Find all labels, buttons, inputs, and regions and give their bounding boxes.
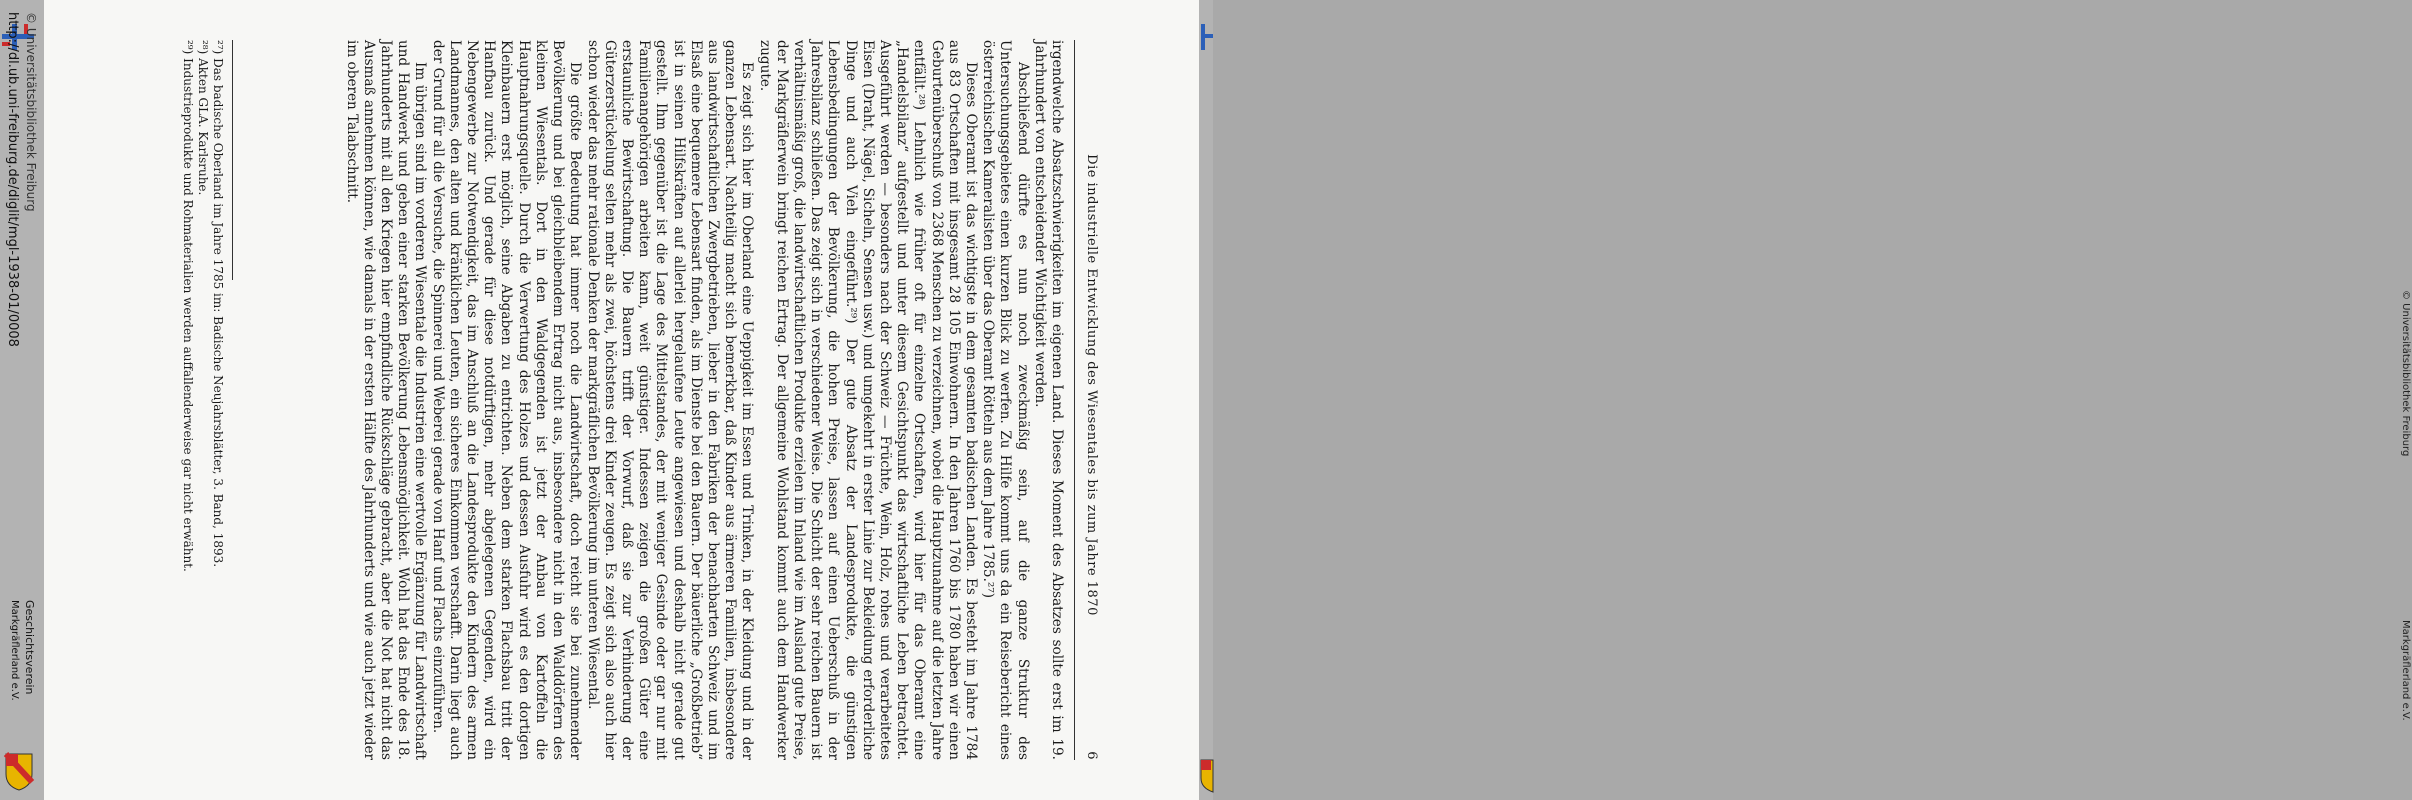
paragraph: Abschließend dürfte es nun noch zweckmäßig sein, auf die ganze Struktur des Untersuchungsgebietes einen kurzen Blick zu werfen. Zu Hilfe kommt uns da ein Reisebericht eines österreichischen Kameralisten über das Oberamt Rötteln aus dem Jahre 1785.²⁷) bbox=[980, 40, 1031, 760]
page-number: 6 bbox=[1084, 751, 1099, 760]
body-text bbox=[342, 40, 1065, 760]
footnote: ²⁷) Das badische Oberland im Jahre 1785 im: Badische Neujahrsblätter, 3. Band, 1893. bbox=[211, 40, 225, 568]
rotated-document bbox=[44, 0, 1199, 800]
source-url-link[interactable]: http://dl.ub.uni-freiburg.de/diglit/mgl-1938-01/0008 bbox=[5, 12, 20, 347]
left-sidebar bbox=[0, 0, 44, 800]
copyright-text: © Universitätsbibliothek Freiburg bbox=[24, 12, 38, 212]
running-head-title: Die industrielle Entwicklung des Wiesentales bis zum Jahre 1870 bbox=[1084, 154, 1099, 616]
paragraph: Im übrigen sind im vorderen Wiesentale die Industrien eine wertvolle Ergänzung für Landwirtschaft und Handwerk und geben einer starken Bevölkerung Lebensmöglichkeit. Wohl hat das Ende des 18. Jahrhunderts mit all den Kriegen hier empfindliche Rückschläge gebracht, aber die Not hat nicht das Ausmaß annehmen können, wie damals in der ersten Hälfte des Jahrhunderts und wie auch jetzt wieder im oberen Talabschnitt. bbox=[343, 40, 429, 760]
right-copyright-text: © Universitätsbibliothek Freiburg bbox=[2400, 290, 2411, 457]
sidebar-text bbox=[0, 0, 44, 800]
right-society-text: Markgräflerland e.V. bbox=[2400, 620, 2411, 721]
coat-of-arms-icon bbox=[4, 752, 34, 792]
footnote-rule bbox=[232, 40, 233, 280]
footnote: ²⁸) Akten GLA. Karlsruhe. bbox=[196, 40, 210, 196]
header-rule bbox=[1074, 40, 1075, 760]
society-sub-name: Markgräflerland e.V. bbox=[9, 600, 20, 701]
running-head bbox=[1079, 40, 1099, 760]
coat-of-arms-icon bbox=[1199, 758, 1213, 792]
paragraph: irgendwelche Absatzschwierigkeiten im eigenen Land. Dieses Moment des Absatzes sollte erst im 19. Jahrhundert von entscheidender Wichtigkeit werden. bbox=[1031, 40, 1065, 760]
right-sidebar-text bbox=[2398, 0, 2412, 800]
society-name: Geschichtsverein bbox=[23, 600, 36, 695]
footnotes bbox=[180, 40, 225, 760]
paragraph: Dieses Oberamt ist das wichtigste in dem gesamten badischen Landen. Es besteht im Jahre 1784 aus 83 Ortschaften mit insgesamt 28 105 Einwohnern. In den Jahren 1760 bis 1780 haben wir einen Geburtenüberschuß von 2368 Menschen zu verzeichnen, wobei die Hauptzunahme auf die letzten Jahre entfällt.²⁸) Lehnlich wie früher oft für einzelne Ortschaften, wird hier für das Oberamt eine „Handelsbilanz“ aufgestellt und unter diesem Gesichtspunkt das wirtschaftliche Leben betrachtet. Ausgeführt werden — besonders nach der Schweiz — Früchte, Wein, Holz, rohes und verarbeitetes Eisen (Draht, Nägel, Sicheln, Sensen usw.) und umgekehrt in erster Linie zur Bekleidung erforderliche Dinge und auch Vieh eingeführt.²⁹) Der gute Absatz der Landesprodukte, die günstigen Lebensbedingungen der Bevölkerung, die hohen Preise, lassen auf einen Ueberschuß in der Jahresbilanz schließen. Das zeigt sich in verschiedener Weise. Die Schicht der sehr reichen Bauern ist verhältnismäßig groß, die landwirtschaftlichen Produkte erzielen im Inland wie im Ausland gute Preise, der Markgräflerwein bringt reichen Ertrag. Der allgemeine Wohlstand kommt auch dem Handwerker zugute. bbox=[756, 40, 979, 760]
right-sidebar bbox=[1199, 0, 2411, 800]
footnote: ²⁹) Industrieprodukte und Rohmaterialien werden auffallenderweise gar nicht erwähnt. bbox=[181, 40, 195, 572]
paragraph: Die größte Bedeutung hat immer noch die Landwirtschaft, doch reicht sie bei zunehmender Bevölkerung und bei gleichbleibendem Ertrag nicht aus, insbesondere nicht in den Walddörfern des kleinen Wiesentals. Dort in den Waldgegenden ist jetzt der Anbau von Kartoffeln die Hauptnahrungsquelle. Durch die Verwertung des Holzes und dessen Ausfuhr wird es den dortigen Kleinbauern erst möglich, seine Abgaben zu entrichten. Neben dem starken Flachsbau tritt der Hanfbau zurück. Und gerade für diese notdürftigen, mehr abgelegenen Gegenden, wird ein Nebengewerbe zur Notwendigkeit, das im Anschluß an die Landesprodukte den Kindern des armen Landmannes, den alten und kränklichen Leuten, ein sicheres Einkommen verschafft. Darin liegt auch der Grund für all die Versuche, die Spinnerei und Weberei gerade von Hanf und Flachs einzuführen. bbox=[429, 40, 584, 760]
ub-freiburg-logo-icon bbox=[1199, 22, 1213, 52]
paragraph: Es zeigt sich hier im Oberland eine Ueppigkeit im Essen und Trinken, in der Kleidung und in der ganzen Lebensart. Nachteilig macht sich bemerkbar, daß Kinder aus ärmeren Familien, insbesondere aus landwirtschaftlichen Zwergbetrieben, lieber in den Fabriken der benachbarten Schweiz und im Elsaß eine bequemere Lebensart finden, als im Dienste bei den Bauern. Der bäuerliche „Großbetrieb“ ist in seinen Hilfskräften auf allerlei hergelaufene Leute angewiesen und deshalb nicht gerade gut gestellt. Ihm gegenüber ist die Lage des Mittelstandes, der mit weniger Gesinde oder gar nur mit Familienangehörigen arbeiten kann, weit günstiger. Indessen zeigen die großen Güter eine erstaunliche Bewirtschaftung. Die Bauern trifft der Vorwurf, daß sie zur Verhinderung der Güterzerstückelung selten mehr als zwei, höchstens drei Kinder zeugen. Es zeigt sich also auch hier schon wieder das mehr rationale Denken der markgräflichen Bevölkerung im unteren Wiesental. bbox=[584, 40, 756, 760]
